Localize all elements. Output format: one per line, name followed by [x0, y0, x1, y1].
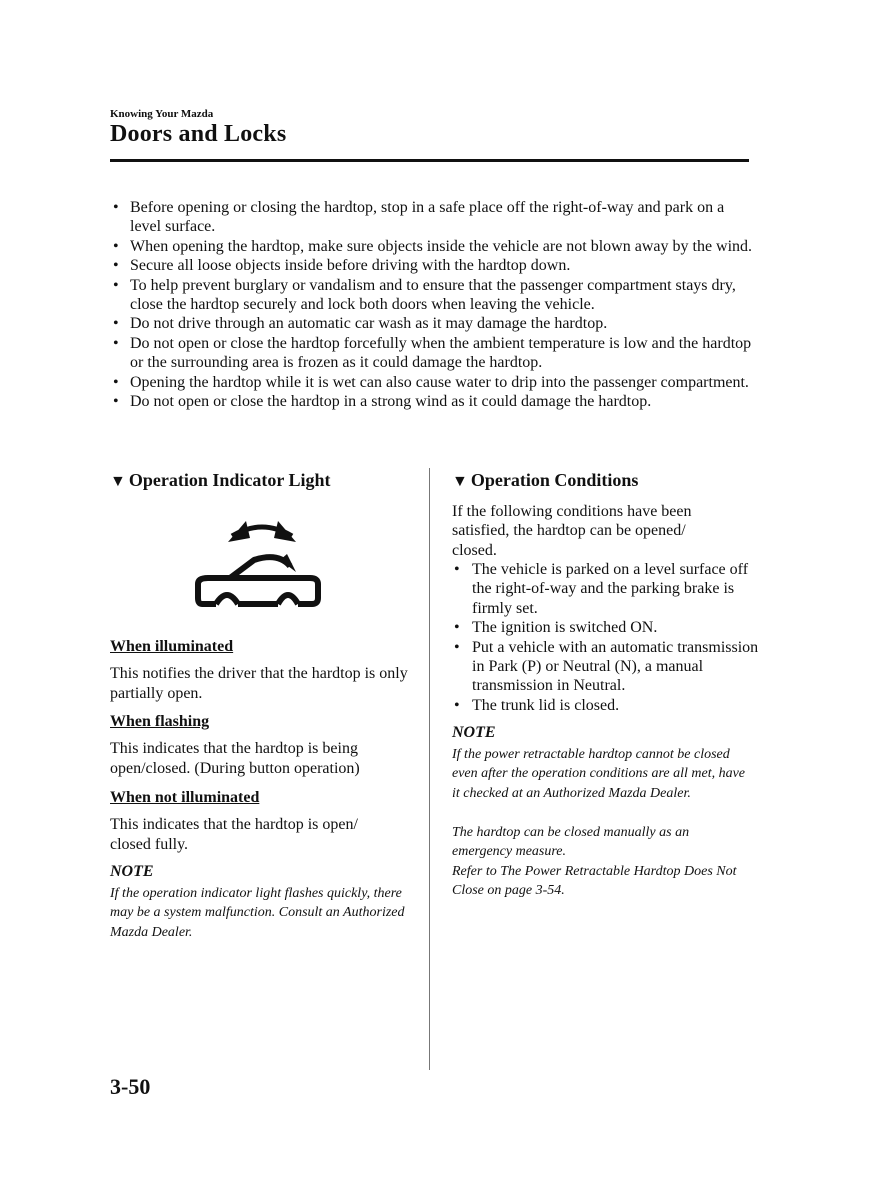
list-item: • The trunk lid is closed. [452, 696, 762, 715]
page-number: 3-50 [110, 1074, 151, 1099]
list-item: • Do not drive through an automatic car wash as it may damage the hardtop. [110, 314, 755, 333]
conditions-intro: If the following conditions have been satisfied, the hardtop can be opened/ closed. [452, 503, 692, 559]
when-illuminated-heading: When illuminated [110, 638, 234, 655]
caution-list [110, 198, 755, 411]
list-item: • Do not open or close the hardtop in a strong wind as it could damage the hardtop. [110, 392, 755, 411]
list-item: • To help prevent burglary or vandalism and to ensure that the passenger compartment stays dry, close the hardtop securely and lock both doors when leaving the vehicle. [110, 276, 755, 315]
list-item: • Put a vehicle with an automatic transmission in Park (P) or Neutral (N), a manual transmission in Neutral. [452, 638, 762, 696]
list-item: • The vehicle is parked on a level surface off the right-of-way and the parking brake is firmly set. [452, 560, 762, 618]
page-title: Doors and Locks [110, 121, 287, 147]
list-item: • The ignition is switched ON. [452, 618, 762, 637]
when-flashing-heading: When flashing [110, 713, 210, 730]
when-not-illuminated-text: This indicates that the hardtop is open/ closed fully. [110, 816, 358, 853]
list-item: • Opening the hardtop while it is wet can also cause water to drip into the passenger compartment. [110, 373, 755, 392]
list-item: • Do not open or close the hardtop forcefully when the ambient temperature is low and the hardtop or the surrounding area is frozen as it could damage the hardtop. [110, 334, 755, 373]
when-illuminated-text: This notifies the driver that the hardtop is only partially open. [110, 665, 408, 702]
indicator-light-heading-text: Operation Indicator Light [128, 470, 331, 490]
list-item: • Secure all loose objects inside before driving with the hardtop down. [110, 256, 755, 275]
when-flashing-text: This indicates that the hardtop is being open/closed. (During button operation) [110, 740, 360, 777]
list-item: • When opening the hardtop, make sure objects inside the vehicle are not blown away by the wind. [110, 237, 755, 256]
conditions-list [452, 560, 762, 715]
operation-conditions-heading [452, 470, 638, 491]
hardtop-indicator-icon [190, 514, 325, 614]
list-item: • Before opening or closing the hardtop, stop in a safe place off the right-of-way and park on a level surface. [110, 198, 755, 237]
left-note-title: NOTE [110, 863, 154, 880]
section-label: Knowing Your Mazda [110, 108, 214, 120]
left-note-text: If the operation indicator light flashes quickly, there may be a system malfunction. Consult an Authorized Mazda Dealer. [110, 886, 405, 940]
triangle-marker-icon: ▼ [110, 473, 126, 490]
right-note-title: NOTE [452, 724, 496, 741]
indicator-light-heading [110, 470, 331, 491]
title-rule [110, 159, 749, 162]
operation-conditions-heading-text: Operation Conditions [470, 470, 639, 490]
right-note-line: If the power retractable hardtop cannot be closed even after the operation conditions are all met, have it checked at an Authorized Mazda Dealer. [452, 747, 746, 801]
triangle-marker-icon: ▼ [452, 473, 468, 490]
right-note-line: Refer to The Power Retractable Hardtop Does Not Close on page 3-54. [452, 864, 737, 899]
when-not-illuminated-heading: When not illuminated [110, 789, 260, 806]
column-divider [429, 468, 430, 1070]
right-note-line: The hardtop can be closed manually as an emergency measure. [452, 825, 690, 860]
